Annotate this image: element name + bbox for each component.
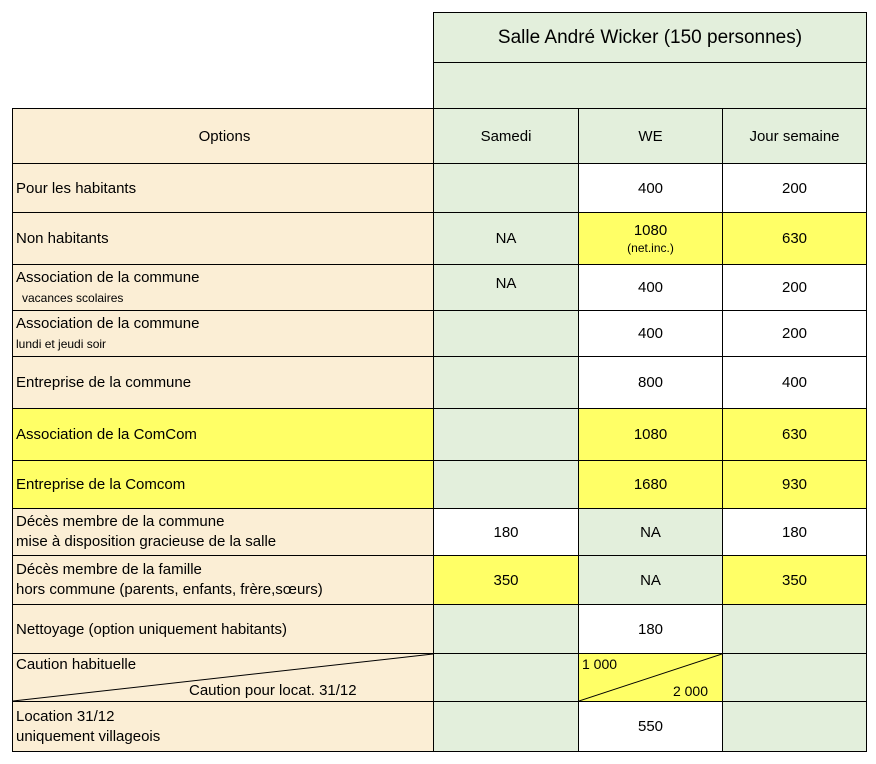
row-label <box>12 264 434 311</box>
cell-we: 400 <box>578 264 723 311</box>
row-label: Association de la ComCom <box>12 408 434 461</box>
row-label <box>12 555 434 605</box>
cell-samedi-value: NA <box>495 275 517 292</box>
caution-value-bottom: 2 000 <box>672 683 708 699</box>
row-label: Pour les habitants <box>12 163 434 213</box>
row-label-line2: uniquement villageois <box>16 727 161 745</box>
row-label-line2: lundi et jeudi soir <box>16 336 107 351</box>
cell-we: 1680 <box>578 460 723 509</box>
cell-jour: 930 <box>722 460 867 509</box>
cell-samedi <box>433 460 579 509</box>
cell-we <box>578 212 723 265</box>
cell-we: 400 <box>578 310 723 357</box>
row-label-caution <box>12 653 434 702</box>
cell-samedi: 350 <box>433 555 579 605</box>
cell-jour: 200 <box>722 163 867 213</box>
caution-value-top: 1 000 <box>582 656 618 672</box>
cell-we: 400 <box>578 163 723 213</box>
row-label-line1: Association de la commune <box>16 268 200 286</box>
row-label-line1: Location 31/12 <box>16 707 115 725</box>
row-label-line2: mise à disposition gracieuse de la salle <box>16 533 277 550</box>
cell-samedi: 180 <box>433 508 579 556</box>
cell-samedi <box>433 408 579 461</box>
cell-we: 800 <box>578 356 723 409</box>
row-label-line1: Décès membre de la famille <box>16 561 202 578</box>
row-label: Entreprise de la Comcom <box>12 460 434 509</box>
cell-jour: 180 <box>722 508 867 556</box>
header-jour-semaine: Jour semaine <box>722 108 867 164</box>
header-we: WE <box>578 108 723 164</box>
cell-we: 550 <box>578 701 723 752</box>
cell-jour <box>722 653 867 702</box>
cell-samedi <box>433 604 579 654</box>
cell-jour: 630 <box>722 408 867 461</box>
cell-we-caution <box>578 653 723 702</box>
caution-label-top: Caution habituelle <box>16 656 137 673</box>
row-label-line1: Décès membre de la commune <box>16 513 225 530</box>
cell-jour: 630 <box>722 212 867 265</box>
cell-samedi <box>433 310 579 357</box>
cell-jour: 200 <box>722 310 867 357</box>
row-label-line2: hors commune (parents, enfants, frère,sœurs) <box>16 581 323 598</box>
cell-samedi: NA <box>433 212 579 265</box>
cell-we: NA <box>578 508 723 556</box>
cell-we: 1080 <box>578 408 723 461</box>
row-label: Nettoyage (option uniquement habitants) <box>12 604 434 654</box>
row-label-line1: Association de la commune <box>16 314 200 332</box>
row-label <box>12 508 434 556</box>
header-samedi: Samedi <box>433 108 579 164</box>
row-label: Entreprise de la commune <box>12 356 434 409</box>
row-label <box>12 701 434 752</box>
cell-we: 180 <box>578 604 723 654</box>
cell-jour: 400 <box>722 356 867 409</box>
cell-jour <box>722 604 867 654</box>
row-label <box>12 310 434 357</box>
row-label: Non habitants <box>12 212 434 265</box>
cell-jour <box>722 701 867 752</box>
cell-jour: 200 <box>722 264 867 311</box>
row-label-line2: vacances scolaires <box>22 290 124 305</box>
cell-samedi <box>433 163 579 213</box>
header-options: Options <box>12 108 434 164</box>
cell-we-note: (net.inc.) <box>627 240 674 255</box>
title-spacer <box>433 62 867 109</box>
cell-samedi <box>433 653 579 702</box>
caution-label-bottom: Caution pour locat. 31/12 <box>189 682 357 699</box>
table-title: Salle André Wicker (150 personnes) <box>433 12 867 63</box>
cell-jour: 350 <box>722 555 867 605</box>
cell-samedi <box>433 356 579 409</box>
cell-we: NA <box>578 555 723 605</box>
cell-samedi <box>433 701 579 752</box>
cell-we-value: 1080 <box>633 221 668 239</box>
cell-samedi <box>433 264 579 311</box>
